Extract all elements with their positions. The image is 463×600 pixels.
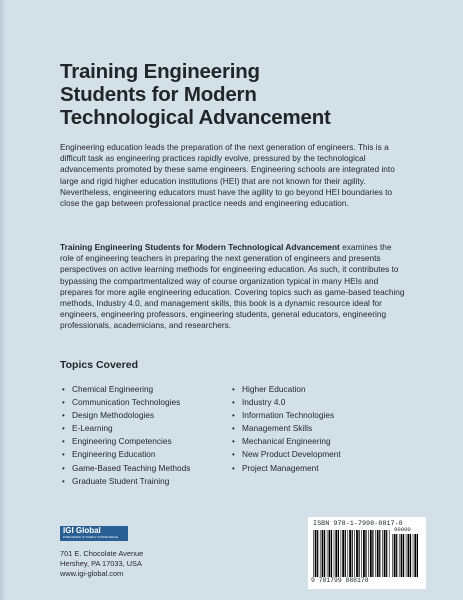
bullet-icon: • <box>62 450 65 460</box>
barcode-number: 9 781799 888178 <box>311 577 369 584</box>
topic-item: • Chemical Engineering <box>62 383 190 396</box>
topic-item: • Graduate Student Training <box>62 475 190 488</box>
topics-list-left <box>62 383 190 488</box>
publisher-logo-text: IGI Global <box>63 526 101 535</box>
topic-item: • E-Learning <box>62 422 190 435</box>
title-line-3: Technological Advancement <box>60 106 331 129</box>
book-title <box>60 60 420 129</box>
topic-item: • Communication Technologies <box>62 396 190 409</box>
paragraph-book-title: Training Engineering Students for Modern Technological Advancement <box>60 242 340 252</box>
description-paragraph-1: Engineering education leads the preparation of the next generation of engineers. This is a difficult task as engineering practices rapidly evolve, pressured by the technological advancements promoted by these same engineers. Engineering schools are integrated into large and rigid higher education institutions (HEI) that are not known for their agility. Nevertheless, engineering educators must have the agility to go beyond HEI boundaries to close the gap between professional practice needs and engineering education. <box>60 142 395 209</box>
publisher-logo <box>60 526 128 541</box>
topic-item: • Engineering Education <box>62 448 190 461</box>
isbn-label: ISBN 978-1-7998-8817-8 <box>313 520 403 528</box>
bullet-icon: • <box>232 437 235 447</box>
bullet-icon: • <box>62 424 65 434</box>
topic-item: • New Product Development <box>232 448 341 461</box>
bullet-icon: • <box>232 450 235 460</box>
isbn-barcode <box>308 517 426 589</box>
topic-item: • Industry 4.0 <box>232 396 341 409</box>
bullet-icon: • <box>62 476 65 486</box>
topic-item: • Engineering Competencies <box>62 435 190 448</box>
bullet-icon: • <box>232 385 235 394</box>
topics-heading: Topics Covered <box>60 359 138 371</box>
title-line-2: Students for Modern <box>60 83 257 106</box>
paragraph-body: examines the role of engineering teachers in preparing the next generation of engineers and presents perspectives on active learning methods for engineering education. As such, it contributes to bypassing the compartmentalized way of course organization typical in many HEIs and prepares for more agile engineering education. Covering topics such as game-based teaching methods, Industry 4.0, and management skills, this book is a dynamic resource ideal for engineers, engineering professors, engineering students, general educators, engineering professionals, academicians, and researchers. <box>60 242 405 331</box>
bullet-icon: • <box>232 424 235 434</box>
bullet-icon: • <box>62 463 65 473</box>
topic-item: • Mechanical Engineering <box>232 435 341 448</box>
bullet-icon: • <box>232 463 235 473</box>
title-line-1: Training Engineering <box>60 60 260 83</box>
spine-shadow <box>0 0 6 600</box>
topic-item: • Game-Based Teaching Methods <box>62 462 190 475</box>
barcode-addon-number: 90000 <box>394 526 411 533</box>
topic-item: • Information Technologies <box>232 409 341 422</box>
topic-item: • Management Skills <box>232 422 341 435</box>
publisher-tagline: PUBLISHER of TIMELY KNOWLEDGE <box>63 535 118 539</box>
bullet-icon: • <box>62 385 65 394</box>
bullet-icon: • <box>232 398 235 408</box>
address-line-1: 701 E. Chocolate Avenue <box>60 549 144 558</box>
address-line-2: Hershey, PA 17033, USA <box>60 559 142 568</box>
barcode-bars-icon <box>313 530 391 577</box>
topics-list-right <box>232 383 341 475</box>
publisher-address <box>60 549 143 579</box>
bullet-icon: • <box>232 411 235 421</box>
bullet-icon: • <box>62 411 65 421</box>
bullet-icon: • <box>62 437 65 447</box>
barcode-addon-bars-icon <box>392 534 420 577</box>
description-paragraph-2 <box>60 242 405 332</box>
topic-item: • Project Management <box>232 462 341 475</box>
bullet-icon: • <box>62 398 65 408</box>
topic-item: • Design Methodologies <box>62 409 190 422</box>
topic-item: • Higher Education <box>232 383 341 396</box>
publisher-website: www.igi-global.com <box>60 569 124 578</box>
